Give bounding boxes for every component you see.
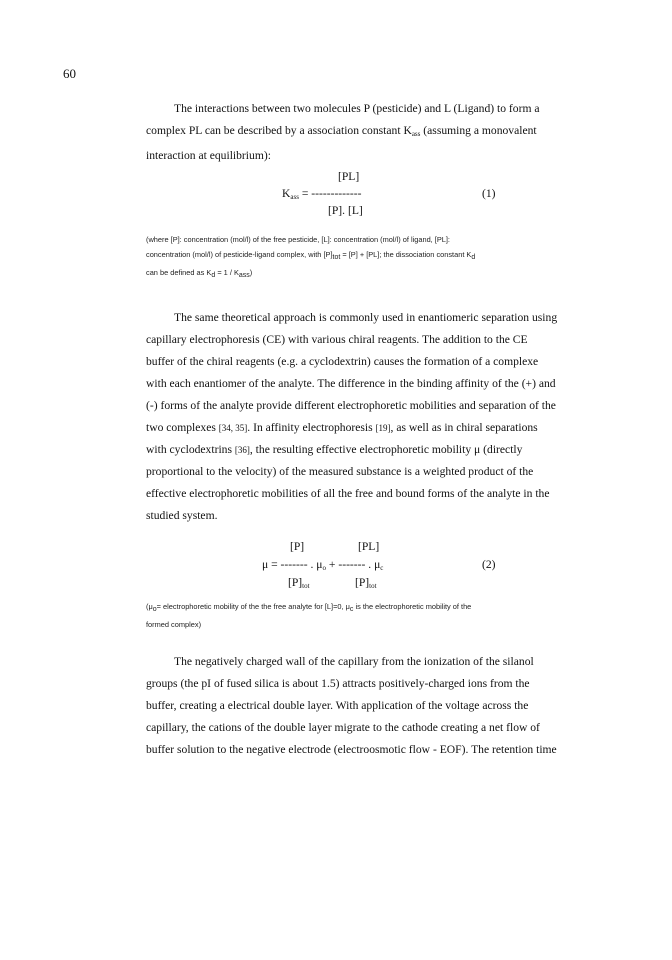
eq2-denominator-1: $[P]_{tot}$	[288, 576, 310, 590]
eq2-denominator-2: $[P]_{tot}$	[355, 576, 377, 590]
note-equation-1: (where [P]: concentration (mol/l) of the free pesticide, [L]: concentration (mol/l) of ligand, [PL]: concentration (mol/l) of pesticide-ligand complex, with $[P]_{tot} = [P] + [PL]$; the dissociation constant $K_d$ can be defined as $K_d = 1 / K_{ass}$)	[146, 235, 476, 279]
eq1-denominator: [P]. [L]	[328, 204, 363, 217]
note-equation-2: ($\mu_o=$ electrophoretic mobility of the the free analyte for [L]=0, $\mu_c$ is the electrophoretic mobility of the formed complex)	[146, 602, 472, 629]
eq1-lhs: $K_{ass}$ = -------------	[282, 187, 362, 201]
paragraph-eof: The negatively charged wall of the capillary from the ionization of the silanol groups (the pI of fused silica is about 1.5) attracts positively-charged ions from the buffer, creating a electrical double layer. With application of the voltage across the capillary, the cations of the double layer migrate to the cathode creating a net flow of buffer solution to the negative electrode (electroosmotic flow - EOF). The retention time	[146, 655, 557, 756]
eq1-number: (1)	[482, 187, 496, 200]
eq1-numerator: [PL]	[338, 170, 360, 183]
page-number: 60	[63, 66, 76, 81]
eq2-numerator-2: [PL]	[358, 540, 380, 553]
eq2-expression: μ = ------- . $\mu_o$ + ------- . $\mu_c$	[262, 558, 384, 572]
paragraph-chiral-separation: The same theoretical approach is commonly used in enantiomeric separation using capillary electrophoresis (CE) with various chiral reagents. The addition to the CE buffer of the chiral reagents (e.g. a cyclodextrin) causes the formation of a complexe with each enantiomer of the analyte. The difference in the binding affinity of the (+) and (-) forms of the analyte provide different electrophoretic mobilities and separation of the two complexes [34, 35]. In affinity electrophoresis [19], as well as in chiral separations with cyclodextrins [36], the resulting effective electrophoretic mobility μ (directly proportional to the velocity) of the measured substance is a weighted product of the effective electrophoretic mobilities of all the free and bound forms of the analyte in the studied system.	[146, 311, 558, 522]
paragraph-intro: The interactions between two molecules P (pesticide) and L (Ligand) to form a complex PL can be described by a association constant $K_{ass}$ (assuming a monovalent interaction at equilibrium):	[146, 102, 540, 162]
eq2-number: (2)	[482, 558, 496, 571]
eq2-numerator-1: [P]	[290, 540, 305, 553]
